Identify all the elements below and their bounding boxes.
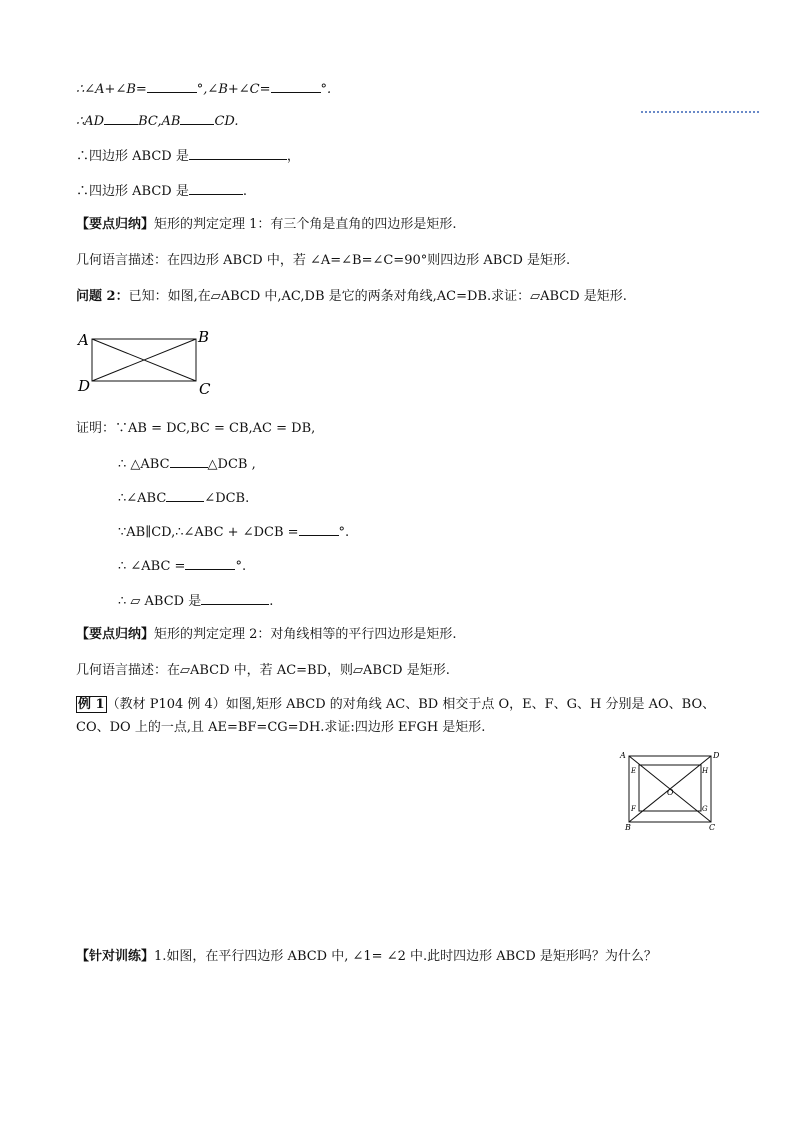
label-a: A	[78, 331, 89, 349]
geometry-description-2	[76, 662, 450, 680]
example-1-line-1	[76, 696, 715, 714]
text: 已知：如图,在▱ABCD 中,AC,DB 是它的两条对角线,AC=DB.求证：▱ABCD 是矩形.	[128, 289, 627, 304]
text: CD.	[214, 114, 239, 129]
text: 矩形的判定定理 2：对角线相等的平行四边形是矩形.	[154, 627, 457, 642]
label-d: D	[78, 377, 91, 395]
proof-start	[76, 420, 315, 438]
answer-blank[interactable]	[166, 488, 204, 502]
text: .	[242, 184, 247, 199]
text: °,∠B+∠C=	[196, 82, 271, 97]
section-tag: 【要点归纳】	[76, 217, 155, 232]
section-tag: 【要点归纳】	[76, 627, 155, 642]
proof-parallel	[118, 522, 349, 542]
text: （教材 P104 例 4）如图,矩形 ABCD 的对角线 AC、BD 相交于点 O，E、F、G、H 分别是 AO、BO、	[106, 697, 716, 712]
section-tag: 【针对训练】	[76, 949, 155, 964]
text: ∴AD	[76, 114, 105, 129]
text: 几何语言描述：在▱ABCD 中，若 AC=BD，则▱ABCD 是矩形.	[76, 663, 450, 678]
text: ∴四边形 ABCD 是	[76, 184, 189, 199]
example-tag: 例 1	[78, 697, 105, 712]
label-d: D	[713, 751, 720, 760]
text: ∴∠A+∠B=	[76, 82, 147, 97]
answer-blank[interactable]	[170, 454, 208, 468]
answer-blank[interactable]	[189, 146, 287, 160]
text: °.	[320, 82, 332, 97]
text: ∠DCB.	[204, 491, 250, 506]
dotted-rule	[641, 111, 759, 113]
rectangle-figure-2	[617, 745, 725, 833]
text: BC,AB	[138, 114, 181, 129]
label-b: B	[625, 823, 631, 832]
proof-conclusion	[118, 591, 273, 611]
answer-blank[interactable]	[189, 181, 243, 195]
answer-blank[interactable]	[299, 522, 339, 536]
text: °.	[338, 525, 350, 540]
label-c: C	[199, 380, 211, 398]
proof-angle-value	[118, 556, 246, 576]
label-g: G	[702, 805, 708, 813]
answer-blank[interactable]	[271, 79, 321, 93]
key-point-1	[76, 216, 457, 234]
text: △DCB ,	[207, 457, 256, 472]
proof-angle-equal	[118, 488, 249, 508]
label-a: A	[620, 751, 626, 760]
label-f: F	[631, 805, 636, 813]
rectangle-figure-1	[72, 328, 222, 398]
proof-congruent	[118, 454, 256, 474]
text: ∵AB∥CD,∴∠ABC + ∠DCB =	[118, 525, 299, 540]
targeted-training	[76, 948, 657, 966]
text: CO、DO 上的一点,且 AE=BF=CG=DH.求证:四边形 EFGH 是矩形.	[76, 720, 486, 735]
answer-blank[interactable]	[104, 111, 138, 125]
text: ∴ ▱ ABCD 是	[118, 594, 202, 609]
text: .	[269, 594, 274, 609]
answer-blank[interactable]	[201, 591, 269, 605]
problem-2	[76, 288, 627, 306]
text: ∴∠ABC	[118, 491, 167, 506]
line-quad-1	[76, 146, 300, 166]
text: 1.如图，在平行四边形 ABCD 中, ∠1= ∠2 中.此时四边形 ABCD 是矩形吗？为什么？	[154, 949, 657, 964]
key-point-2	[76, 626, 457, 644]
label-h: H	[702, 767, 709, 775]
example-1-line-2	[76, 719, 485, 737]
line-angle-sums	[76, 79, 331, 99]
text: 几何语言描述：在四边形 ABCD 中，若 ∠A=∠B=∠C=90°则四边形 ABCD 是矩形.	[76, 253, 571, 268]
text: ，	[286, 149, 300, 164]
text: °.	[235, 559, 247, 574]
section-tag: 问题 2：	[76, 289, 129, 304]
line-quad-2	[76, 181, 247, 201]
label-c: C	[709, 823, 716, 832]
text: ∴ △ABC	[118, 457, 170, 472]
text: 矩形的判定定理 1：有三个角是直角的四边形是矩形.	[154, 217, 457, 232]
label-b: B	[198, 328, 210, 346]
label-o: O	[667, 788, 674, 797]
text: 证明：∵AB = DC,BC = CB,AC = DB,	[76, 421, 316, 436]
text: ∴四边形 ABCD 是	[76, 149, 189, 164]
text: ∴ ∠ABC =	[118, 559, 186, 574]
label-e: E	[631, 767, 637, 775]
answer-blank[interactable]	[185, 556, 235, 570]
answer-blank[interactable]	[180, 111, 214, 125]
answer-blank[interactable]	[147, 79, 197, 93]
line-parallel	[76, 111, 239, 131]
geometry-description-1	[76, 252, 570, 270]
